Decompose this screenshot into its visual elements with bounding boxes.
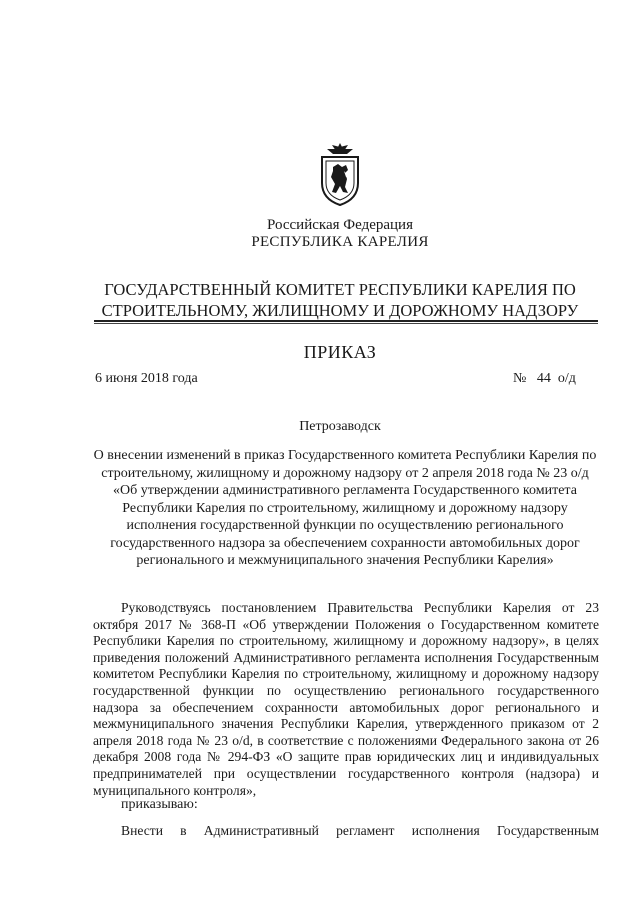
karelia-coat-of-arms-icon [318, 143, 362, 207]
header-divider-thin [94, 323, 598, 324]
document-city: Петрозаводск [299, 419, 381, 434]
republic-name: РЕСПУБЛИКА КАРЕЛИЯ [251, 234, 429, 250]
document-number: № 44 о/д [513, 371, 576, 386]
document-date: 6 июня 2018 года [95, 371, 198, 386]
clause-paragraph: Внести в Административный регламент исполнения Государственным [121, 823, 599, 838]
document-type: ПРИКАЗ [303, 342, 377, 362]
header-divider [94, 320, 598, 322]
country-name: Российская Федерация [267, 217, 413, 233]
order-word: приказываю: [121, 797, 198, 812]
document-subject: О внесении изменений в приказ Государственного комитета Республики Карелия по строительному, жилищному и дорожному надзору от 2 апреля 2018 года № 23 о/д «Об утверждении административного регламента Государственного комитета Республики Карелия по строительному, жилищному и дорожному надзору исполнения государственной функции по осуществлению регионального государственного надзора за обеспечением сохранности автомобильных дорог регионального и межмуниципального значения Республики Карелия» [93, 448, 597, 568]
organization-name: ГОСУДАРСТВЕННЫЙ КОМИТЕТ РЕСПУБЛИКИ КАРЕЛИЯ ПО СТРОИТЕЛЬНОМУ, ЖИЛИЩНОМУ И ДОРОЖНОМУ НАДЗОРУ [101, 280, 579, 320]
preamble-paragraph: Руководствуясь постановлением Правительства Республики Карелия от 23 октября 2017 № 368-П «Об утверждении Положения о Государственном комитете Республики Карелия по строительному, жилищному и дорожному надзору», в целях приведения положений Административного регламента исполнения Государственным комитетом Республики Карелия по строительному, жилищному и дорожному надзору государственной функции по осуществлению регионального государственного надзора за обеспечением сохранности автомобильных дорог регионального и межмуниципального значения Республики Карелия, утвержденного приказом от 2 апреля 2018 года № 23 о/d, в соответствие с положениями Федерального закона от 26 декабря 2008 года № 294-ФЗ «О защите прав юридических лиц и индивидуальных предпринимателей при осуществлении государственного контроля (надзора) и муниципального контроля», [93, 600, 599, 798]
